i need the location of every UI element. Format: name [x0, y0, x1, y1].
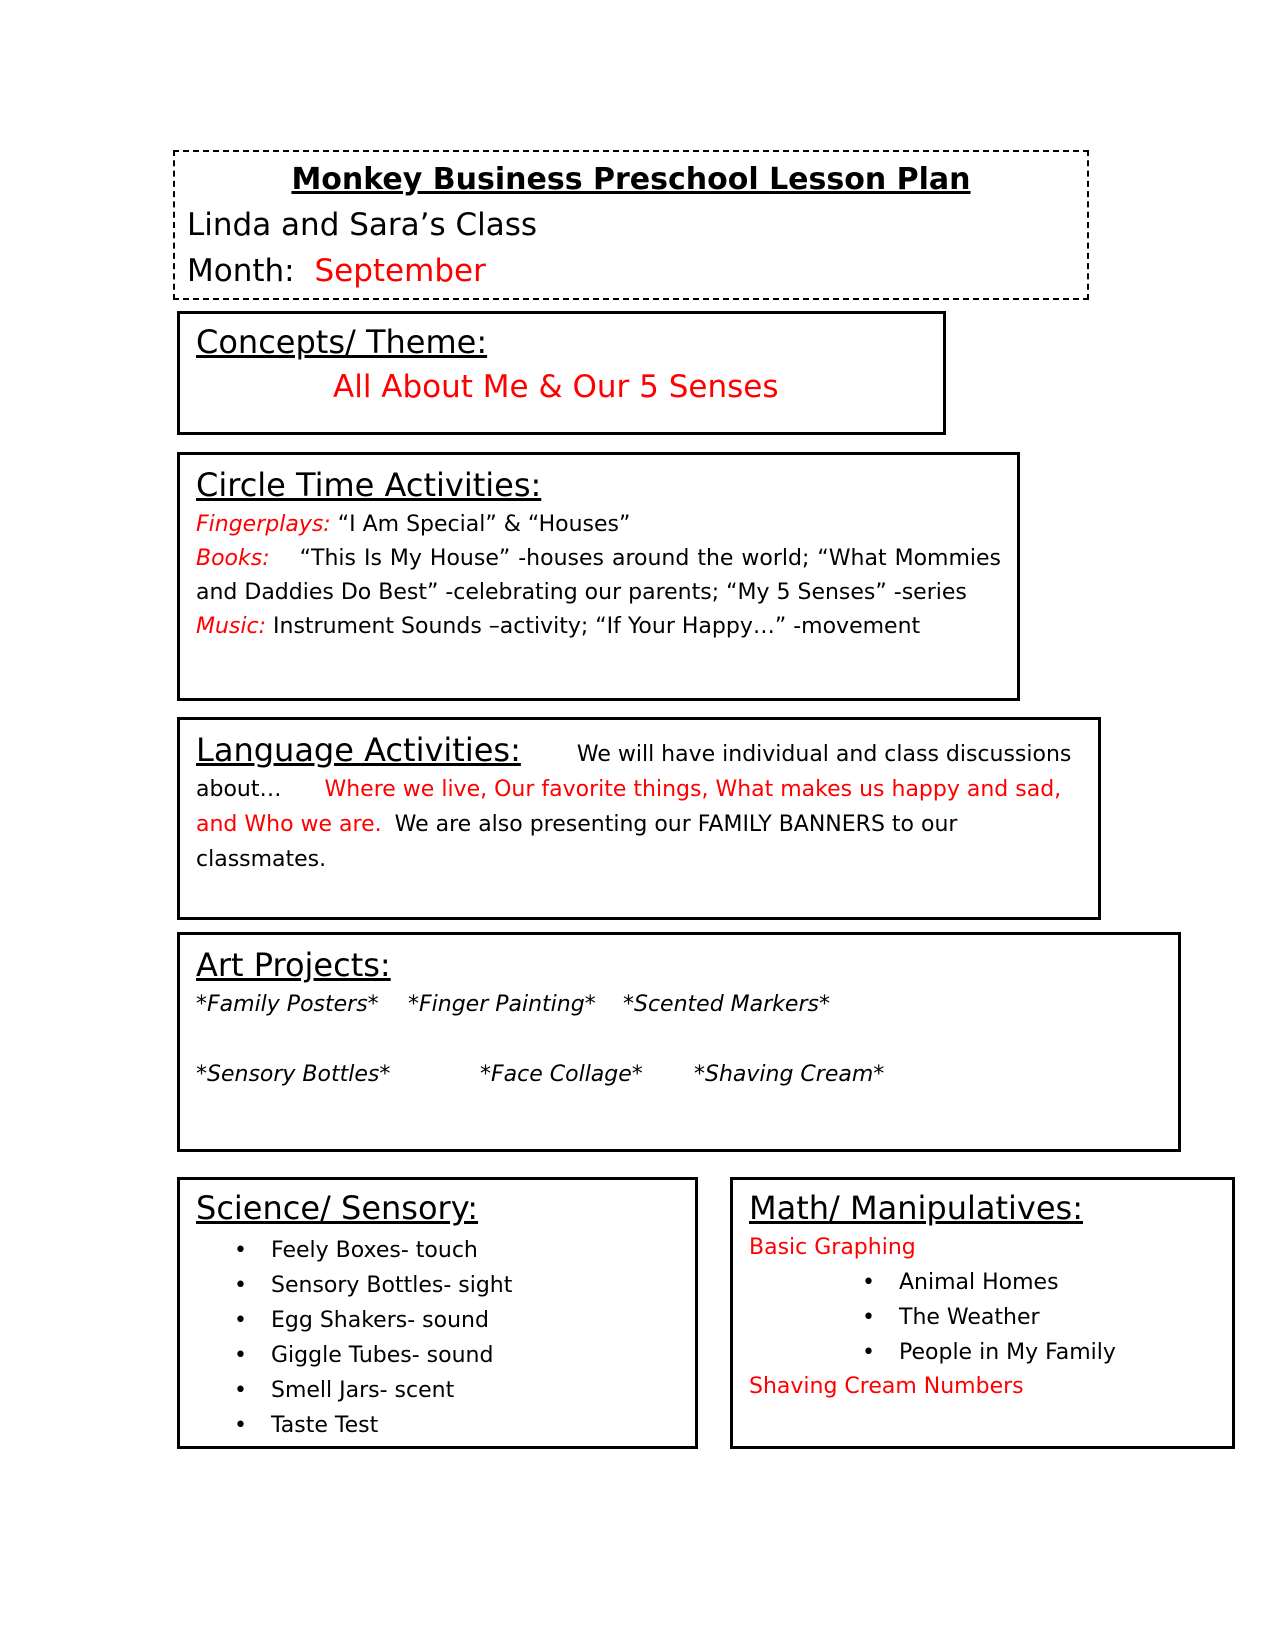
- art-item: *Family Posters*: [196, 991, 379, 1017]
- list-item: • Animal Homes: [749, 1265, 1216, 1300]
- language-intro: We will have individual and class discussions about…: [196, 742, 1072, 802]
- list-item: • Giggle Tubes- sound: [196, 1338, 679, 1373]
- fingerplays-text: “I Am Special” & “Houses”: [337, 511, 631, 537]
- science-heading: Science/ Sensory:: [196, 1189, 479, 1227]
- list-item: • Feely Boxes- touch: [196, 1233, 679, 1268]
- language-box: [177, 717, 1101, 920]
- list-item: • Smell Jars- scent: [196, 1373, 679, 1408]
- concepts-theme: All About Me & Our 5 Senses: [333, 368, 779, 405]
- header-box: [173, 150, 1089, 300]
- math-list: [749, 1265, 1216, 1370]
- month-label: Month:: [187, 253, 295, 289]
- circle-time-body: [196, 508, 1001, 644]
- books-text: “This Is My House” -houses around the world; “What Mommies and Daddies Do Best” -celebrating our parents; “My 5 Senses” -series: [196, 545, 1002, 605]
- math-box: [730, 1177, 1235, 1449]
- circle-time-box: [177, 452, 1020, 701]
- music-label: Music:: [196, 613, 267, 639]
- art-heading: Art Projects:: [196, 946, 391, 984]
- language-heading: Language Activities:: [196, 731, 521, 769]
- books-line: [196, 542, 1001, 610]
- math-heading: Math/ Manipulatives:: [749, 1189, 1083, 1227]
- month-line: [187, 248, 1075, 294]
- art-box: [177, 932, 1181, 1152]
- concepts-heading: Concepts/ Theme:: [196, 323, 488, 361]
- class-name: Linda and Sara’s Class: [187, 207, 538, 243]
- art-row-1: [196, 992, 1162, 1028]
- language-highlight: Where we live, Our favorite things, What makes us happy and sad, and Who we are.: [196, 777, 1062, 837]
- science-box: [177, 1177, 698, 1449]
- math-subheading-graphing: Basic Graphing: [749, 1234, 916, 1260]
- list-item: • Sensory Bottles- sight: [196, 1268, 679, 1303]
- fingerplays-line: [196, 508, 1001, 542]
- music-text: Instrument Sounds –activity; “If Your Happy…” -movement: [273, 613, 921, 639]
- list-item: • The Weather: [749, 1300, 1216, 1335]
- art-item: *Shaving Cream*: [694, 1061, 885, 1087]
- concepts-box: [177, 311, 946, 435]
- art-item: *Sensory Bottles*: [196, 1061, 391, 1087]
- art-row-2: [196, 1062, 1162, 1098]
- circle-time-heading: Circle Time Activities:: [196, 466, 542, 504]
- list-item: • Taste Test: [196, 1408, 679, 1443]
- language-rest: We are also presenting our FAMILY BANNERS to our classmates.: [196, 812, 958, 872]
- list-item: • Egg Shakers- sound: [196, 1303, 679, 1338]
- books-label: Books:: [196, 545, 270, 571]
- art-item: *Scented Markers*: [623, 991, 830, 1017]
- art-item: *Face Collage*: [480, 1061, 643, 1087]
- document-title: Monkey Business Preschool Lesson Plan: [291, 162, 971, 197]
- month-value: September: [314, 253, 486, 289]
- fingerplays-label: Fingerplays:: [196, 511, 331, 537]
- math-subheading-numbers: Shaving Cream Numbers: [749, 1373, 1024, 1399]
- art-item: *Finger Painting*: [408, 991, 596, 1017]
- list-item: • People in My Family: [749, 1335, 1216, 1370]
- music-line: [196, 610, 1001, 644]
- science-list: [196, 1233, 679, 1443]
- language-body: [196, 732, 1082, 877]
